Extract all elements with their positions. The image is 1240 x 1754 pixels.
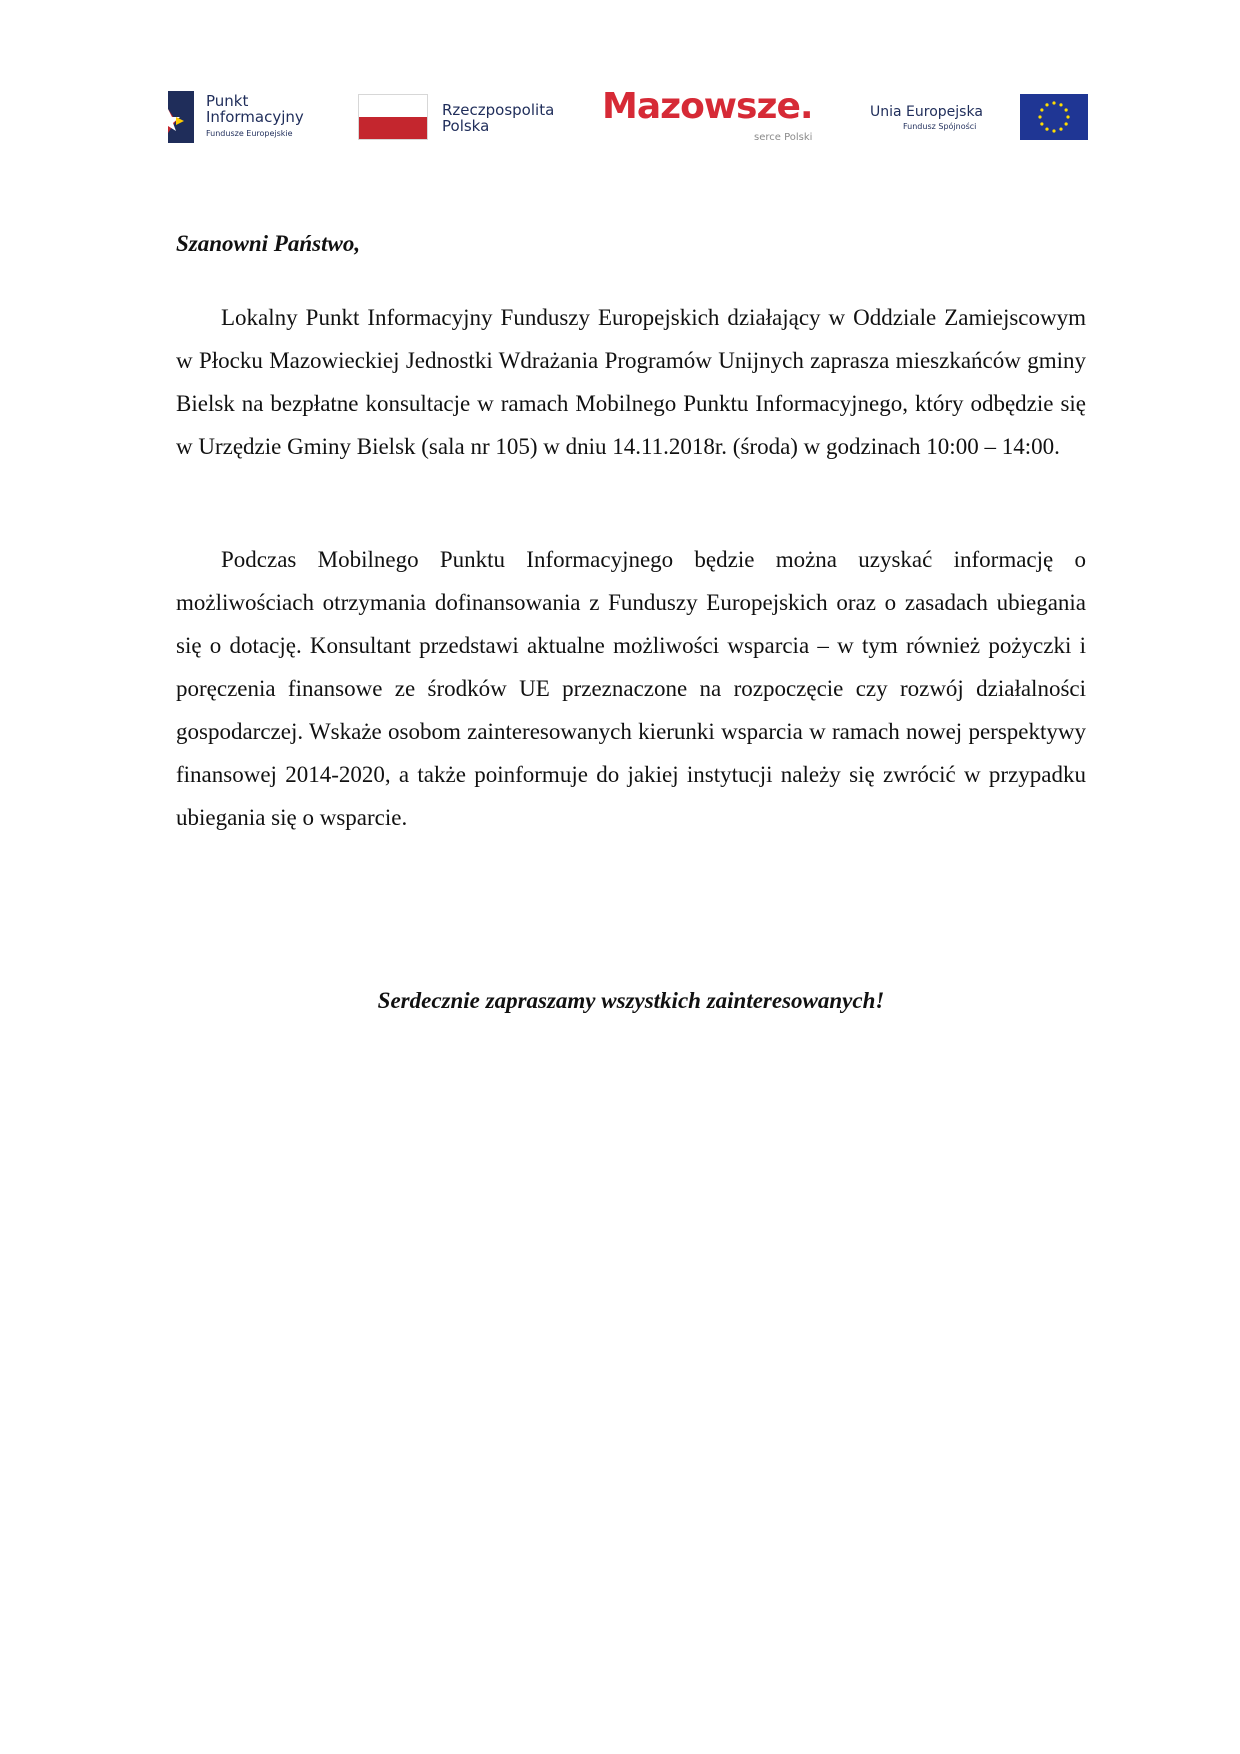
eu-star-icon xyxy=(1052,129,1055,132)
unia-europejska-logo xyxy=(870,84,1090,154)
paragraph-2: Podczas Mobilnego Punktu Informacyjnego będzie można uzyskać informację o możliwościach otrzymania dofinansowania z Funduszy Europejskich oraz o zasadach ubiegania się o dotację. Konsultant przedstawi aktualne możliwości wsparcia – w tym również pożyczki i poręczenia finansowe ze środków UE przeznaczone na rozpoczęcie czy rozwój działalności gospodarczej. Wskaże osobom zainteresowanych kierunki wsparcia w ramach nowej perspektywy finansowej 2014-2020, a także poinformuje do jakiej instytucji należy się zwrócić w przypadku ubiegania się o wsparcie. xyxy=(176,547,1086,830)
logo-bar xyxy=(160,84,1090,154)
eu-star-icon xyxy=(1066,115,1069,118)
eu-star-icon xyxy=(1059,103,1062,106)
eu-star-icon xyxy=(1040,122,1043,125)
salutation: Szanowni Państwo, xyxy=(176,231,361,256)
fundusze-europejskie-star-icon xyxy=(162,87,198,147)
mazowsze-tagline: serce Polski xyxy=(754,132,813,143)
punkt-informacyjny-logo xyxy=(160,84,330,154)
eu-star-icon xyxy=(1059,128,1062,131)
punkt-informacyjny-text-line1: Punkt xyxy=(206,92,249,110)
eu-star-icon xyxy=(1065,122,1068,125)
rzeczpospolita-text-line1: Rzeczpospolita xyxy=(442,101,555,119)
mazowsze-wordmark: Mazowsze. xyxy=(602,86,813,127)
eu-star-icon xyxy=(1040,108,1043,111)
eu-star-icon xyxy=(1052,101,1055,104)
eu-star-icon xyxy=(1045,128,1048,131)
eu-flag-icon xyxy=(1020,94,1088,140)
polish-flag-icon xyxy=(358,94,428,140)
rzeczpospolita-text-line2: Polska xyxy=(442,117,490,135)
closing-invitation: Serdecznie zapraszamy wszystkich zainteresowanych! xyxy=(377,988,885,1013)
eu-star-icon xyxy=(1038,115,1041,118)
punkt-informacyjny-text-line2: Informacyjny xyxy=(206,108,304,126)
paragraph-1: Lokalny Punkt Informacyjny Funduszy Europejskich działający w Oddziale Zamiejscowym w Płocku Mazowieckiej Jednostki Wdrażania Programów Unijnych zaprasza mieszkańców gminy Bielsk na bezpłatne konsultacje w ramach Mobilnego Punktu Informacyjnego, który odbędzie się w Urzędzie Gminy Bielsk (sala nr 105) w dniu 14.11.2018r. (środa) w godzinach 10:00 – 14:00. xyxy=(176,305,1086,459)
rzeczpospolita-polska-logo xyxy=(358,84,558,154)
mazowsze-logo xyxy=(602,84,832,154)
eu-star-icon xyxy=(1045,103,1048,106)
unia-europejska-text-line2: Fundusz Spójności xyxy=(903,122,977,131)
unia-europejska-text-line1: Unia Europejska xyxy=(870,104,983,120)
eu-star-icon xyxy=(1065,108,1068,111)
punkt-informacyjny-text-line3: Fundusze Europejskie xyxy=(206,129,293,138)
